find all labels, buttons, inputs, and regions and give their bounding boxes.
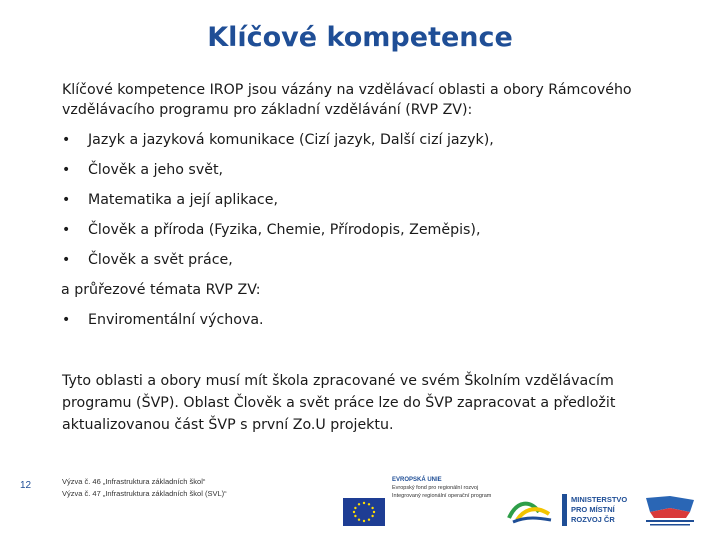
- bullet-icon: •: [62, 312, 71, 328]
- ministry-name: [571, 495, 627, 525]
- cross-curricular-heading: a průřezové témata RVP ZV:: [61, 282, 261, 298]
- ministry-line: MINISTERSTVO: [571, 495, 628, 504]
- list-item: [62, 190, 682, 220]
- list-item: [62, 130, 682, 160]
- call-reference: Výzva č. 47 „Infrastruktura základních škol (SVL)“: [62, 489, 227, 498]
- bullet-icon: •: [62, 222, 71, 238]
- spacer: [62, 340, 682, 370]
- eu-fund-line: Evropský fond pro regionální rozvoj: [392, 485, 479, 491]
- crr-logo-icon: [640, 494, 700, 528]
- page-number: 12: [20, 480, 32, 491]
- list-item-text: Jazyk a jazyková komunikace (Cizí jazyk, Další cizí jazyk),: [88, 132, 494, 148]
- ministry-bar: [562, 494, 567, 526]
- ministry-line: PRO MÍSTNÍ: [571, 505, 615, 514]
- call-references: [62, 476, 227, 500]
- list-item: [62, 220, 682, 250]
- call-reference: Výzva č. 46 „Infrastruktura základních škol“: [62, 477, 206, 486]
- irop-logo-icon: [505, 498, 555, 524]
- bullet-icon: •: [62, 132, 71, 148]
- list-item-text: Člověk a příroda (Fyzika, Chemie, Přírodopis, Zeměpis),: [88, 222, 481, 238]
- list-item-text: Matematika a její aplikace,: [88, 192, 278, 208]
- eu-flag-icon: [343, 498, 385, 526]
- list-item: [62, 160, 682, 190]
- list-item: [62, 310, 682, 340]
- list-item-text: Enviromentální výchova.: [88, 312, 264, 328]
- ministry-logo: [562, 494, 632, 526]
- ministry-line: ROZVOJ ČR: [571, 515, 615, 524]
- eu-program-line: Integrovaný regionální operační program: [392, 493, 492, 499]
- eu-title: EVROPSKÁ UNIE: [392, 477, 442, 483]
- eu-funding-text: [392, 476, 502, 500]
- bullet-icon: •: [62, 162, 71, 178]
- list-item-text: Člověk a jeho svět,: [88, 162, 224, 178]
- bullet-icon: •: [62, 192, 71, 208]
- intro-paragraph: Klíčové kompetence IROP jsou vázány na vzdělávací oblasti a obory Rámcového vzdělávacího programu pro základní vzdělávání (RVP ZV):: [62, 82, 632, 118]
- page-title: Klíčové kompetence: [207, 22, 513, 53]
- closing-paragraph: Tyto oblasti a obory musí mít škola zpracované ve svém Školním vzdělávacím programu (ŠVP). Oblast Člověk a svět práce lze do ŠVP zapracovat a předložit aktualizovanou část ŠVP s první Zo.U projektu.: [62, 373, 616, 433]
- list-item: [62, 250, 682, 280]
- bullet-icon: •: [62, 252, 71, 268]
- footer: [0, 468, 720, 540]
- content-body: [62, 80, 682, 436]
- list-item-text: Člověk a svět práce,: [88, 252, 233, 268]
